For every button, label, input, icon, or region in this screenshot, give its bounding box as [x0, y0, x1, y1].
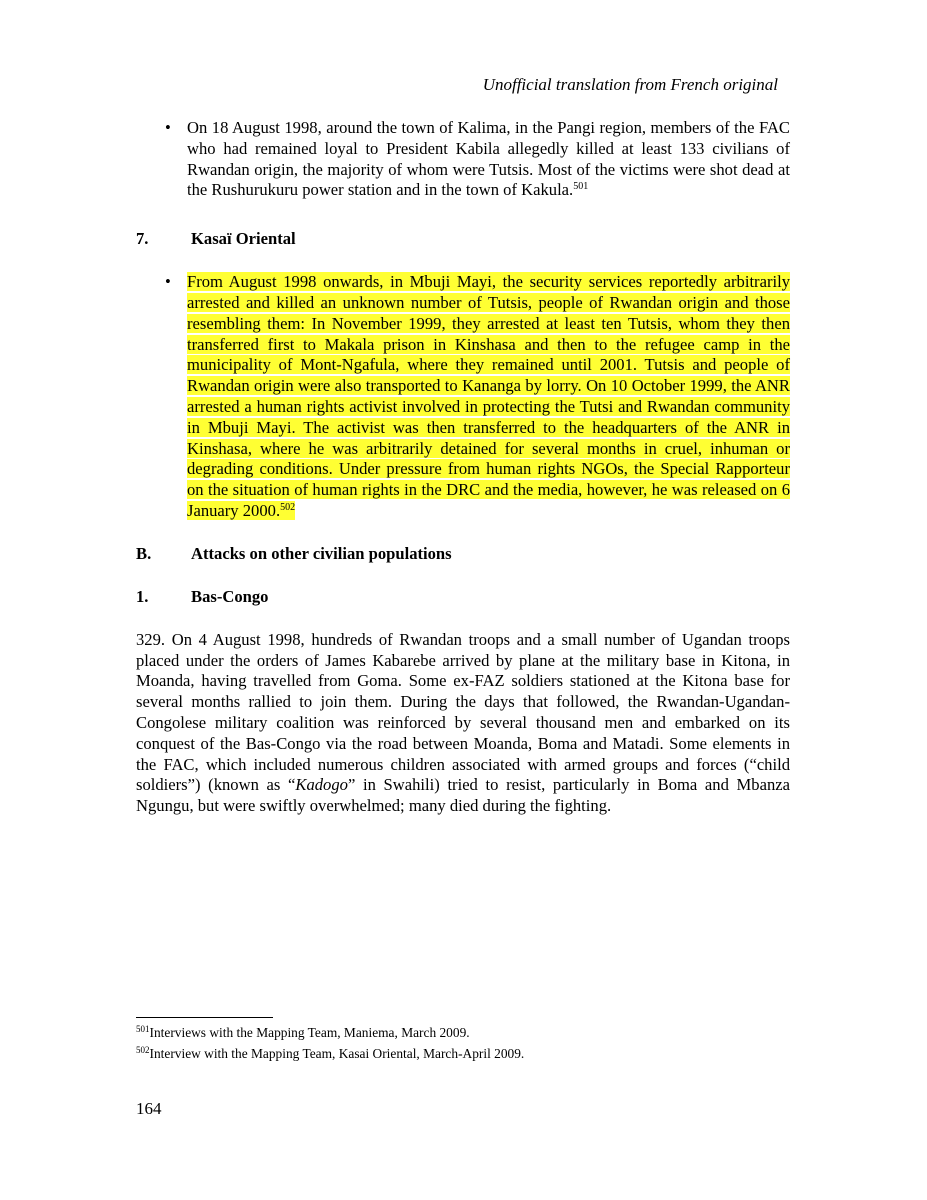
footnote-text: Interview with the Mapping Team, Kasai Oriental, March-April 2009. [149, 1046, 525, 1061]
page-content [136, 118, 790, 817]
footnote-text: Interviews with the Mapping Team, Maniema, March 2009. [149, 1025, 470, 1040]
footnote-501 [136, 1022, 776, 1043]
footnote-number: 502 [136, 1045, 150, 1055]
bullet-icon: • [165, 272, 171, 292]
section-title: Kasaï Oriental [191, 229, 296, 249]
bullet-item-kalima [136, 118, 790, 201]
paragraph-329 [136, 630, 790, 817]
bullet-text: On 18 August 1998, around the town of Kalima, in the Pangi region, members of the FAC who had remained loyal to President Kabila allegedly killed at least 133 civilians of Rwandan origin, the majority of whom were Tutsis. Most of the victims were shot dead at the Rushurukuru power station and in the town of Kakula. [187, 118, 790, 200]
page-header: Unofficial translation from French original [482, 75, 778, 94]
footnotes [136, 1022, 776, 1064]
paragraph-text-part2: ” in Swahili) tried to resist, particularly in Boma and Mbanza Ngungu, but were swiftly overwhelmed; many died during the fighting. [136, 775, 791, 816]
paragraph-text-part1: 329. On 4 August 1998, hundreds of Rwandan troops and a small number of Ugandan troops placed under the orders of James Kabarebe arrived by plane at the military base in Kitona, in Moanda, having travelled from Goma. Some ex-FAZ soldiers stationed at the Kitona base for several months rallied to join them. During the days that followed, the Rwandan-Ugandan-Congolese military coalition was reinforced by several thousand men and embarked on its conquest of the Bas-Congo via the road between Moanda, Boma and Matadi. Some elements in the FAC, which included numerous children associated with armed groups and forces (“child soldiers”) (known as “ [136, 629, 790, 795]
page-number: 164 [136, 1099, 162, 1118]
section-number: 1. [136, 586, 149, 606]
bullet-item-mbuji-mayi [161, 272, 790, 522]
footnote-number: 501 [136, 1024, 150, 1034]
section-title: Bas-Congo [191, 586, 269, 606]
section-heading-1 [136, 587, 790, 608]
section-heading-7 [136, 229, 790, 250]
section-number: B. [136, 543, 152, 563]
paragraph-italic-term: Kadogo [295, 775, 348, 795]
footnote-separator [136, 1017, 273, 1018]
bullet-icon: • [165, 118, 171, 137]
footnote-ref[interactable]: 502 [280, 501, 296, 513]
footnote-ref[interactable]: 501 [573, 181, 589, 193]
footnote-502 [136, 1043, 776, 1064]
section-title: Attacks on other civilian populations [191, 543, 452, 563]
section-heading-b [136, 544, 790, 565]
highlighted-text: From August 1998 onwards, in Mbuji Mayi, the security services reportedly arbitrarily arrested and killed an unknown number of Tutsis, people of Rwandan origin and those resembling them: In November 1999, they arrested at least ten Tutsis, whom they then transferred first to Makala prison in Kinshasa and then to the refugee camp in the municipality of Mont-Ngafula, where they remained until 2001. Tutsis and people of Rwandan origin were also transported to Kananga by lorry. On 10 October 1999, the ANR arrested a human rights activist involved in protecting the Tutsi and Rwandan community in Mbuji Mayi. The activist was then transferred to the headquarters of the ANR in Kinshasa, where he was arbitrarily detained for several months in cruel, inhuman or degrading conditions. Under pressure from human rights NGOs, the Special Rapporteur on the situation of human rights in the DRC and the media, however, he was released on 6 January 2000. [187, 272, 790, 520]
highlighted-footnote-ref-wrapper [280, 501, 295, 520]
section-number: 7. [136, 229, 149, 249]
